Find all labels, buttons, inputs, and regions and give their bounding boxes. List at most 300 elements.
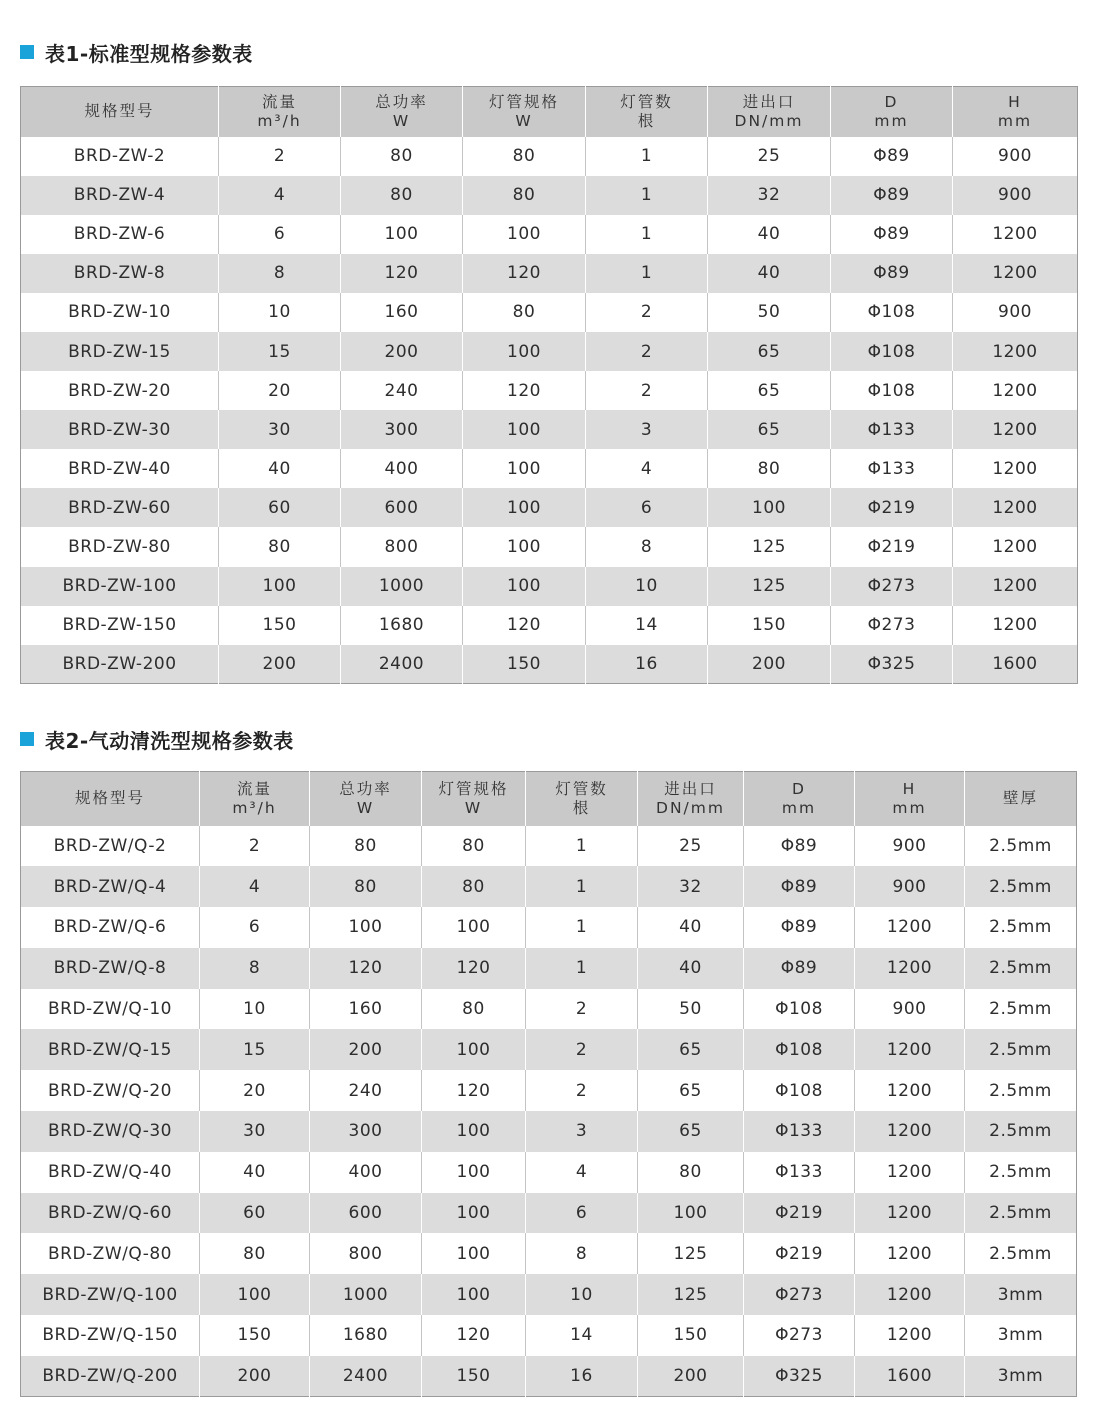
- table-cell: Φ89: [744, 866, 855, 907]
- column-header: [200, 772, 310, 826]
- table-cell: 8: [200, 948, 310, 989]
- table-row: [21, 176, 1078, 215]
- table-cell: Φ89: [744, 826, 855, 867]
- table-cell: 300: [341, 410, 463, 449]
- table-cell: 1600: [953, 645, 1078, 684]
- table-row: [21, 527, 1078, 566]
- table-cell: 2400: [341, 645, 463, 684]
- square-bullet-icon: [20, 732, 34, 746]
- table-cell: 4: [586, 449, 708, 488]
- table-cell: 150: [463, 645, 586, 684]
- table-cell: BRD-ZW/Q-30: [21, 1111, 200, 1152]
- table-cell: 100: [422, 1274, 526, 1315]
- table-cell: 1200: [953, 254, 1078, 293]
- table-cell: 1200: [992, 458, 1038, 479]
- table-cell: BRD-ZW-40: [21, 449, 219, 488]
- table-cell: Φ89: [831, 254, 953, 293]
- table-cell: Φ133: [831, 410, 953, 449]
- table-cell: 3: [586, 410, 708, 449]
- column-header: [708, 87, 831, 137]
- table-cell: 150: [219, 606, 341, 645]
- table-cell: 100: [422, 907, 526, 948]
- column-header-unit: mm: [781, 798, 817, 817]
- table-cell: 80: [341, 137, 463, 176]
- table-cell: 6: [586, 488, 708, 527]
- table-cell: 10: [586, 567, 708, 606]
- table-cell: 100: [463, 332, 586, 371]
- table-cell: 3: [526, 1111, 638, 1152]
- table-cell: 120: [422, 1070, 526, 1111]
- table-cell: 240: [341, 371, 463, 410]
- table-cell: 1000: [310, 1274, 422, 1315]
- table-cell: 120: [310, 948, 422, 989]
- table-cell: 80: [463, 137, 586, 176]
- table-cell: BRD-ZW-2: [21, 137, 219, 176]
- column-header-label: 进出口: [664, 779, 717, 798]
- table-cell: 1: [586, 254, 708, 293]
- table-cell: 2.5mm: [965, 948, 1077, 989]
- table-cell: 200: [708, 645, 831, 684]
- table-cell: 100: [463, 567, 586, 606]
- column-header-label: 灯管数: [620, 92, 673, 111]
- table-cell: 100: [200, 1274, 310, 1315]
- table-cell: 100: [422, 1193, 526, 1234]
- table-cell: 900: [953, 176, 1078, 215]
- table-cell: 2: [219, 137, 341, 176]
- table-cell: 65: [638, 1029, 744, 1070]
- table-cell: 150: [200, 1315, 310, 1356]
- table-cell: 25: [638, 826, 744, 867]
- square-bullet-icon: [20, 45, 34, 59]
- table-cell: Φ273: [744, 1315, 855, 1356]
- column-header: [310, 772, 422, 826]
- table-row: [21, 137, 1078, 176]
- table-row: [21, 1152, 1077, 1193]
- table-cell: 1200: [855, 1070, 965, 1111]
- table-cell: 900: [998, 302, 1032, 323]
- table-cell: 80: [310, 826, 422, 867]
- table-cell: BRD-ZW/Q-2: [21, 826, 200, 867]
- table-cell: 4: [200, 866, 310, 907]
- table-cell: 80: [200, 1233, 310, 1274]
- table-cell: 2.5mm: [989, 835, 1052, 856]
- table-row: [21, 1070, 1077, 1111]
- table-cell: 25: [708, 137, 831, 176]
- table-cell: 900: [855, 989, 965, 1030]
- table-cell: 2.5mm: [965, 866, 1077, 907]
- table-cell: 100: [463, 488, 586, 527]
- table-cell: 900: [855, 866, 965, 907]
- table-cell: BRD-ZW/Q-6: [21, 907, 200, 948]
- table-cell: Φ219: [831, 488, 953, 527]
- table-cell: 50: [638, 989, 744, 1030]
- column-header-label: D: [884, 92, 899, 111]
- table-row: [21, 1111, 1077, 1152]
- table-row: [21, 1193, 1077, 1234]
- table-cell: 120: [422, 1315, 526, 1356]
- column-header-label: H: [1008, 92, 1022, 111]
- table-cell: 1200: [953, 332, 1078, 371]
- column-header: [526, 772, 638, 826]
- column-header: [463, 87, 586, 137]
- table-cell: 14: [586, 606, 708, 645]
- table-cell: 40: [638, 907, 744, 948]
- column-header: [965, 772, 1077, 826]
- table-cell: 125: [708, 567, 831, 606]
- table-cell: 32: [708, 176, 831, 215]
- column-header: [21, 772, 200, 826]
- table-cell: 2.5mm: [965, 1111, 1077, 1152]
- table-cell: 80: [463, 293, 586, 332]
- table-cell: 1200: [953, 488, 1078, 527]
- table-row: [21, 1315, 1077, 1356]
- table-cell: 900: [998, 146, 1032, 167]
- table-cell: 2.5mm: [989, 1080, 1052, 1101]
- table-cell: BRD-ZW-8: [21, 254, 219, 293]
- table-cell: Φ108: [831, 293, 953, 332]
- table-cell: 80: [341, 176, 463, 215]
- table-cell: 1200: [953, 567, 1078, 606]
- table-cell: 1: [526, 826, 638, 867]
- table-cell: BRD-ZW-10: [21, 293, 219, 332]
- table-cell: 900: [855, 826, 965, 867]
- column-header: [341, 87, 463, 137]
- column-header: [831, 87, 953, 137]
- table2-title: 表2-气动清洗型规格参数表: [45, 728, 294, 753]
- table-cell: Φ108: [831, 371, 953, 410]
- column-header: [21, 87, 219, 137]
- table-cell: 16: [586, 645, 708, 684]
- column-header-unit: mm: [892, 798, 927, 817]
- table-cell: 10: [526, 1274, 638, 1315]
- table-row: [21, 1274, 1077, 1315]
- column-header-label: H: [902, 779, 917, 798]
- table-cell: 100: [422, 1111, 526, 1152]
- column-header-unit: DN/mm: [656, 798, 725, 817]
- standard-spec-table: [20, 86, 1078, 684]
- table-row: [21, 488, 1078, 527]
- table-cell: 120: [463, 254, 586, 293]
- table-cell: 100: [422, 1029, 526, 1070]
- table-cell: 1200: [855, 1193, 965, 1234]
- table-cell: 120: [463, 371, 586, 410]
- table-cell: BRD-ZW-30: [21, 410, 219, 449]
- table-cell: Φ108: [831, 332, 953, 371]
- table-cell: 20: [200, 1070, 310, 1111]
- table-cell: 2.5mm: [989, 999, 1052, 1020]
- table-cell: 120: [341, 254, 463, 293]
- table-cell: BRD-ZW/Q-60: [21, 1193, 200, 1234]
- column-header-unit: m³/h: [232, 798, 277, 817]
- table-cell: Φ108: [744, 989, 855, 1030]
- table-cell: 100: [422, 1233, 526, 1274]
- table-cell: 3mm: [965, 1274, 1077, 1315]
- table-cell: 30: [200, 1111, 310, 1152]
- table-cell: 160: [310, 989, 422, 1030]
- table-row: [21, 826, 1077, 867]
- column-header: [953, 87, 1078, 137]
- table-cell: 800: [341, 527, 463, 566]
- table-cell: 4: [219, 176, 341, 215]
- table-cell: Φ133: [831, 449, 953, 488]
- table-cell: 100: [463, 215, 586, 254]
- table-cell: 100: [463, 410, 586, 449]
- table-cell: 1200: [855, 1233, 965, 1274]
- table-cell: 200: [200, 1356, 310, 1397]
- table-cell: 2: [586, 332, 708, 371]
- table-cell: Φ133: [744, 1152, 855, 1193]
- table-cell: 2: [526, 1070, 638, 1111]
- table-cell: 100: [463, 527, 586, 566]
- table-cell: BRD-ZW/Q-4: [21, 866, 200, 907]
- table-cell: 2: [586, 371, 708, 410]
- table-cell: 40: [219, 449, 341, 488]
- table-cell: Φ325: [831, 645, 953, 684]
- table-cell: 800: [310, 1233, 422, 1274]
- table2-body: [21, 826, 1077, 1397]
- table-cell: 65: [708, 332, 831, 371]
- table-cell: BRD-ZW/Q-80: [21, 1233, 200, 1274]
- table-cell: 10: [200, 989, 310, 1030]
- table-row: [21, 948, 1077, 989]
- table-cell: 2.5mm: [965, 1193, 1077, 1234]
- table-cell: 400: [341, 449, 463, 488]
- table-cell: 2.5mm: [989, 1162, 1052, 1183]
- table1-body: [21, 137, 1078, 684]
- table-row: [21, 645, 1078, 684]
- table-cell: 1200: [855, 1111, 965, 1152]
- table-cell: 1680: [310, 1315, 422, 1356]
- table-cell: 1: [526, 948, 638, 989]
- table-cell: 65: [638, 1070, 744, 1111]
- table-cell: BRD-ZW-200: [21, 645, 219, 684]
- table-cell: 80: [422, 826, 526, 867]
- table-cell: 1200: [953, 410, 1078, 449]
- table2-header-row: [21, 772, 1077, 826]
- table-cell: BRD-ZW-6: [21, 215, 219, 254]
- table-cell: 80: [422, 866, 526, 907]
- table-cell: 1200: [855, 1315, 965, 1356]
- table-cell: 2: [586, 293, 708, 332]
- table-cell: 400: [310, 1152, 422, 1193]
- table-cell: BRD-ZW-15: [21, 332, 219, 371]
- column-header-unit: W: [392, 111, 411, 130]
- column-header-unit: mm: [874, 111, 909, 130]
- table-cell: 2: [200, 826, 310, 867]
- table-cell: 300: [310, 1111, 422, 1152]
- table-cell: 1600: [855, 1356, 965, 1397]
- table-row: [21, 371, 1078, 410]
- table-row: [21, 449, 1078, 488]
- table-cell: Φ89: [831, 137, 953, 176]
- table-cell: Φ219: [744, 1233, 855, 1274]
- table-cell: 600: [310, 1193, 422, 1234]
- table-cell: 150: [708, 606, 831, 645]
- table-cell: 1200: [855, 1274, 965, 1315]
- column-header-label: 灯管规格: [488, 92, 559, 111]
- table-cell: BRD-ZW-100: [21, 567, 219, 606]
- column-header: [855, 772, 965, 826]
- pneumatic-cleaning-spec-table: [20, 771, 1077, 1397]
- column-header-label: 规格型号: [74, 789, 145, 808]
- table-cell: 160: [341, 293, 463, 332]
- table-cell: 100: [638, 1193, 744, 1234]
- table-cell: 16: [526, 1356, 638, 1397]
- table-cell: 150: [422, 1356, 526, 1397]
- table-cell: 1680: [341, 606, 463, 645]
- table-cell: 8: [586, 527, 708, 566]
- table-cell: 80: [310, 866, 422, 907]
- column-header-label: 总功率: [339, 779, 392, 798]
- table-cell: 50: [708, 293, 831, 332]
- table-cell: 65: [708, 371, 831, 410]
- table-cell: 150: [638, 1315, 744, 1356]
- column-header: [638, 772, 744, 826]
- column-header: [744, 772, 855, 826]
- table-row: [21, 567, 1078, 606]
- table-cell: 65: [638, 1111, 744, 1152]
- column-header-unit: W: [464, 798, 483, 817]
- column-header: [219, 87, 341, 137]
- table-cell: 1200: [855, 907, 965, 948]
- table-cell: BRD-ZW/Q-200: [21, 1356, 200, 1397]
- table1-title: 表1-标准型规格参数表: [45, 41, 253, 66]
- table-row: [21, 1029, 1077, 1070]
- table-cell: 60: [200, 1193, 310, 1234]
- table-cell: 1: [586, 176, 708, 215]
- table-cell: BRD-ZW/Q-40: [21, 1152, 200, 1193]
- table-row: [21, 332, 1078, 371]
- table-cell: 80: [638, 1152, 744, 1193]
- table-cell: 40: [200, 1152, 310, 1193]
- table-cell: Φ89: [744, 948, 855, 989]
- table-cell: 6: [526, 1193, 638, 1234]
- table-cell: 1: [526, 866, 638, 907]
- table-cell: 2.5mm: [965, 1029, 1077, 1070]
- column-header-label: 进出口: [742, 92, 796, 111]
- table-cell: 200: [310, 1029, 422, 1070]
- table-cell: Φ89: [831, 215, 953, 254]
- table-cell: Φ133: [744, 1111, 855, 1152]
- table-cell: 15: [200, 1029, 310, 1070]
- table-cell: 2: [526, 989, 638, 1030]
- table-cell: 100: [341, 215, 463, 254]
- table-row: [21, 410, 1078, 449]
- table-cell: BRD-ZW/Q-10: [21, 989, 200, 1030]
- table-cell: 1200: [992, 536, 1038, 557]
- table-cell: 1200: [855, 948, 965, 989]
- column-header-unit: m³/h: [257, 111, 302, 130]
- table-cell: Φ219: [831, 527, 953, 566]
- table-cell: 1: [586, 137, 708, 176]
- table-cell: 120: [422, 948, 526, 989]
- column-header-label: 流量: [261, 92, 297, 111]
- column-header-label: 总功率: [375, 92, 428, 111]
- column-header-label: 规格型号: [84, 102, 155, 121]
- table-cell: BRD-ZW-20: [21, 371, 219, 410]
- table-cell: 100: [422, 1152, 526, 1193]
- table-cell: 2.5mm: [989, 1243, 1052, 1264]
- table-cell: BRD-ZW-150: [21, 606, 219, 645]
- column-header-unit: DN/mm: [734, 111, 804, 130]
- table-cell: 125: [708, 527, 831, 566]
- table-cell: 125: [638, 1233, 744, 1274]
- table-cell: Φ273: [831, 606, 953, 645]
- table-cell: 80: [219, 527, 341, 566]
- table-cell: BRD-ZW/Q-100: [21, 1274, 200, 1315]
- table-cell: Φ108: [744, 1070, 855, 1111]
- table-cell: 1200: [855, 1152, 965, 1193]
- table-cell: 200: [341, 332, 463, 371]
- table1-heading: [20, 40, 253, 64]
- table-cell: 2400: [310, 1356, 422, 1397]
- table-cell: 1000: [341, 567, 463, 606]
- table-row: [21, 1356, 1077, 1397]
- table-cell: BRD-ZW-4: [21, 176, 219, 215]
- table-row: [21, 293, 1078, 332]
- table-cell: BRD-ZW/Q-150: [21, 1315, 200, 1356]
- column-header-label: D: [792, 779, 806, 798]
- table-cell: 6: [219, 215, 341, 254]
- table-cell: Φ273: [831, 567, 953, 606]
- table-row: [21, 215, 1078, 254]
- table-cell: 30: [219, 410, 341, 449]
- table-cell: 14: [526, 1315, 638, 1356]
- table-cell: 6: [200, 907, 310, 948]
- table-cell: 80: [422, 989, 526, 1030]
- column-header-label: 流量: [236, 779, 272, 798]
- column-header-label: 灯管规格: [438, 779, 509, 798]
- table-cell: Φ108: [744, 1029, 855, 1070]
- table1-header-row: [21, 87, 1078, 137]
- table-row: [21, 907, 1077, 948]
- table-cell: BRD-ZW/Q-15: [21, 1029, 200, 1070]
- table-cell: BRD-ZW/Q-8: [21, 948, 200, 989]
- table-cell: 4: [526, 1152, 638, 1193]
- table-cell: 100: [310, 907, 422, 948]
- column-header: [422, 772, 526, 826]
- table-cell: 60: [219, 488, 341, 527]
- column-header-unit: mm: [997, 111, 1033, 130]
- table-cell: 200: [638, 1356, 744, 1397]
- table-cell: Φ325: [744, 1356, 855, 1397]
- table-cell: 20: [219, 371, 341, 410]
- table-row: [21, 866, 1077, 907]
- table-cell: BRD-ZW-80: [21, 527, 219, 566]
- table-cell: 65: [708, 410, 831, 449]
- table-cell: 32: [638, 866, 744, 907]
- table-cell: 15: [219, 332, 341, 371]
- table-cell: 10: [219, 293, 341, 332]
- table-cell: 1200: [855, 1029, 965, 1070]
- table-cell: Φ89: [831, 176, 953, 215]
- column-header-unit: 根: [572, 798, 591, 817]
- column-header-label: 壁厚: [1002, 789, 1038, 808]
- table-cell: 120: [463, 606, 586, 645]
- table-cell: Φ89: [744, 907, 855, 948]
- table-cell: 1200: [992, 615, 1038, 636]
- table-cell: 2: [526, 1029, 638, 1070]
- table-cell: 240: [310, 1070, 422, 1111]
- table-cell: 1: [586, 215, 708, 254]
- table-cell: 100: [463, 449, 586, 488]
- table-row: [21, 1233, 1077, 1274]
- table-cell: 2.5mm: [989, 917, 1052, 938]
- table-cell: 125: [638, 1274, 744, 1315]
- column-header: [586, 87, 708, 137]
- table-cell: 3mm: [997, 1325, 1044, 1346]
- table-cell: BRD-ZW-60: [21, 488, 219, 527]
